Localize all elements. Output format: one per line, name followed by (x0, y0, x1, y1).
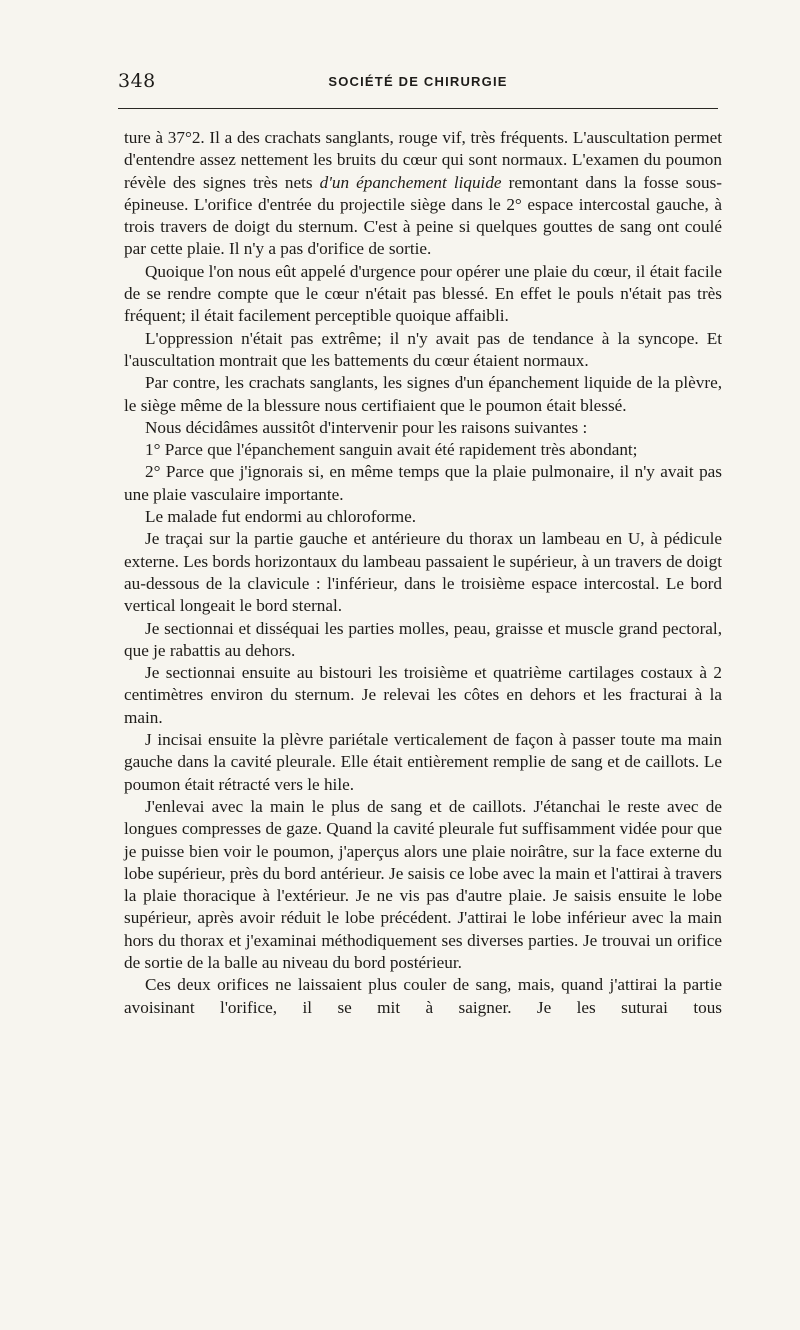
paragraph: J incisai ensuite la plèvre pariétale verticalement de façon à passer toute ma main gauche dans la cavité pleurale. Elle était entièrement remplie de sang et de caillots. Le poumon était rétracté vers le hile. (124, 730, 722, 794)
page-header (118, 70, 718, 98)
running-head: SOCIÉTÉ DE CHIRURGIE (328, 74, 508, 89)
paragraph: L'oppression n'était pas extrême; il n'y avait pas de tendance à la syncope. Et l'auscultation montrait que les battements du cœur étaient normaux. (124, 328, 722, 370)
header-rule (118, 108, 718, 109)
paragraph: Je traçai sur la partie gauche et antérieure du thorax un lambeau en U, à pédicule externe. Les bords horizontaux du lambeau passaient le supérieur, à un travers de doigt au-dessous de la clavicule : l'inférieur, dans le troisième espace intercostal. Le bord vertical longeait le bord sternal. (124, 529, 722, 616)
paragraph: 1° Parce que l'épanchement sanguin avait été rapidement très abondant; (145, 440, 638, 460)
page-number: 348 (118, 70, 156, 92)
paragraph: Nous décidâmes aussitôt d'intervenir pour les raisons suivantes : (145, 417, 588, 437)
body-text (124, 127, 722, 1019)
paragraph: Je sectionnai et disséquai les parties molles, peau, graisse et muscle grand pectoral, que je rabattis au dehors. (124, 618, 722, 660)
paragraph: ture à 37°2. Il a des crachats sanglants, rouge vif, très fréquents. L'auscultation permet d'entendre assez nettement les bruits du cœur qui sont normaux. L'examen du poumon révèle des signes très nets d'un épanchement liquide remontant dans la fosse sous-épineuse. L'orifice d'entrée du projectile siège dans le 2° espace intercostal gauche, à trois travers de doigt du sternum. C'est à peine si quelques gouttes de sang ont coulé par cette plaie. Il n'y a pas d'orifice de sortie. (124, 128, 722, 259)
paragraph: Le malade fut endormi au chloroforme. (145, 507, 417, 527)
paragraph: Quoique l'on nous eût appelé d'urgence pour opérer une plaie du cœur, il était facile de se rendre compte que le cœur n'était pas blessé. En effet le pouls n'était pas très fréquent; il était facilement perceptible quoique affaibli. (124, 261, 722, 326)
paragraph: Par contre, les crachats sanglants, les signes d'un épanchement liquide de la plèvre, le siège même de la blessure nous certifiaient que le poumon était blessé. (124, 373, 722, 415)
paragraph: Ces deux orifices ne laissaient plus couler de sang, mais, quand j'attirai la partie avoisinant l'orifice, il se mit à saigner. Je les suturai tous (124, 975, 722, 1017)
emphasis-text: d'un épanchement liquide (319, 172, 502, 192)
paragraph: 2° Parce que j'ignorais si, en même temps que la plaie pulmonaire, il n'y avait pas une plaie vasculaire importante. (124, 462, 722, 504)
paragraph: J'enlevai avec la main le plus de sang et de caillots. J'étanchai le reste avec de longues compresses de gaze. Quand la cavité pleurale fut suffisamment vidée pour que je puisse bien voir le poumon, j'aperçus alors une plaie noirâtre, sur la face externe du lobe supérieur, près du bord antérieur. Je saisis ce lobe avec la main et l'attirai à travers la plaie thoracique à l'extérieur. Je ne vis pas d'autre plaie. Je saisis ensuite le lobe supérieur, après avoir réduit le lobe précédent. J'attirai le lobe inférieur avec la main hors du thorax et j'examinai méthodiquement ses diverses parties. Je trouvai un orifice de sortie de la balle au niveau du bord postérieur. (124, 796, 722, 972)
paragraph: Je sectionnai ensuite au bistouri les troisième et quatrième cartilages costaux à 2 centimètres environ du sternum. Je relevai les côtes en dehors et les fracturai à la main. (124, 663, 722, 727)
